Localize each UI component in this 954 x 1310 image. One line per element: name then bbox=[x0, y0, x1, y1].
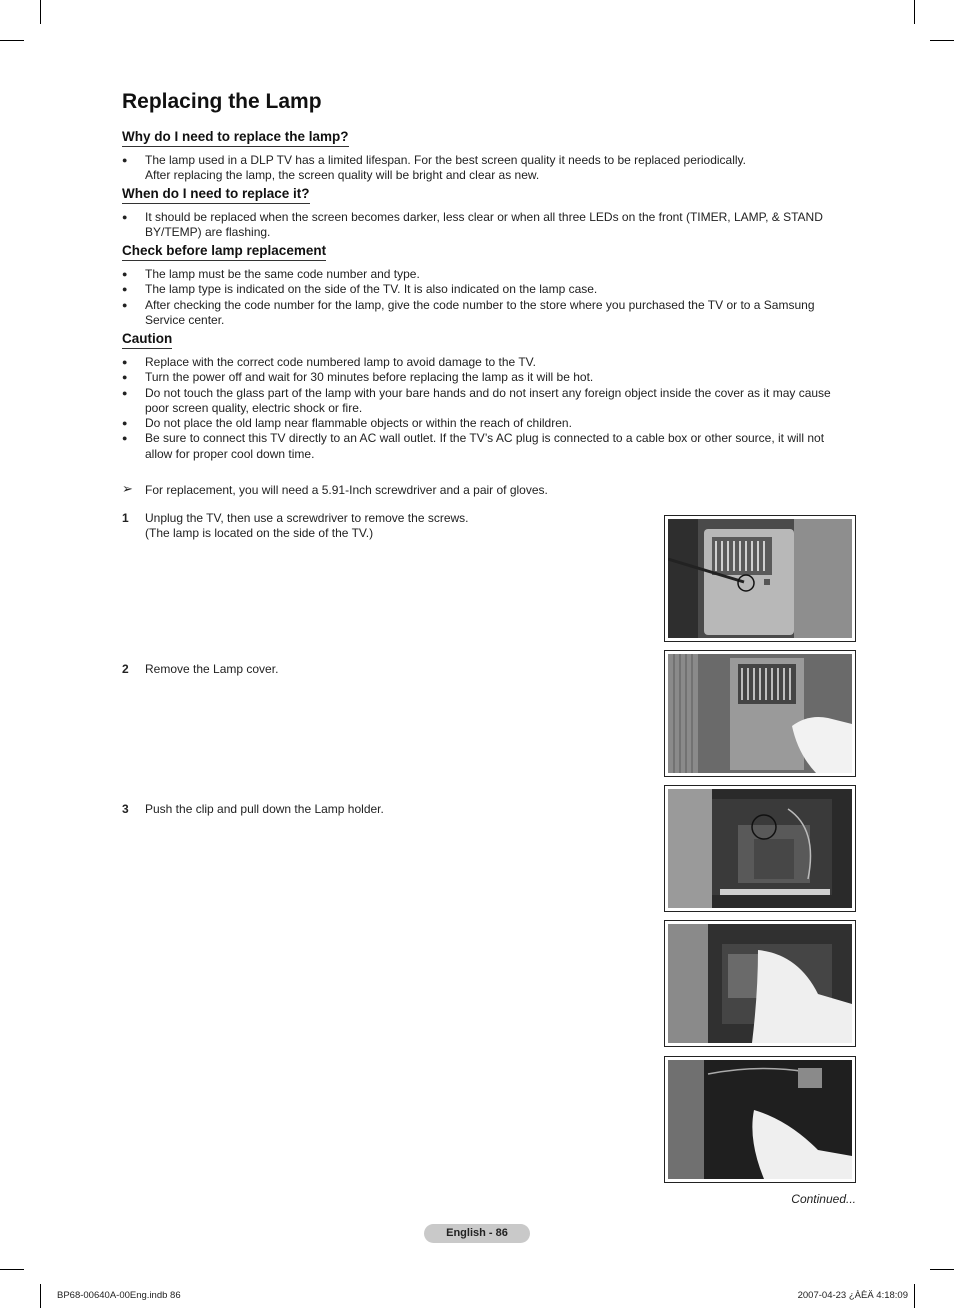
section-heading-when: When do I need to replace it? bbox=[122, 186, 310, 204]
list-item: ● The lamp used in a DLP TV has a limited lifespan. For the best screen quality it needs to be replaced periodically. After replacing the lamp, the screen quality will be bright and clear as new. bbox=[122, 153, 844, 184]
crop-mark bbox=[40, 0, 41, 24]
arrow-note-icon: ➢ bbox=[122, 481, 133, 496]
bullet-list-check bbox=[122, 267, 844, 328]
step-number: 1 bbox=[122, 511, 129, 525]
footer-timestamp: 2007-04-23 ¿ÀÈÄ 4:18:09 bbox=[797, 1290, 908, 1301]
section-heading-check: Check before lamp replacement bbox=[122, 243, 326, 261]
list-item: ● Replace with the correct code numbered lamp to avoid damage to the TV. bbox=[122, 355, 844, 370]
step-2: 2 Remove the Lamp cover. bbox=[122, 662, 279, 676]
bullet-list-when bbox=[122, 210, 844, 241]
crop-mark bbox=[914, 1284, 915, 1308]
section-heading-why: Why do I need to replace the lamp? bbox=[122, 129, 349, 147]
step-number: 2 bbox=[122, 662, 129, 676]
list-item: ● Be sure to connect this TV directly to an AC wall outlet. If the TV’s AC plug is connected to a cable box or other source, it will not allow for proper cool down time. bbox=[122, 431, 844, 462]
footer-file-info: BP68-00640A-00Eng.indb 86 bbox=[57, 1290, 181, 1301]
list-item: ● Do not touch the glass part of the lamp with your bare hands and do not insert any foreign object inside the cover as it may cause poor screen quality, electric shock or fire. bbox=[122, 386, 844, 417]
step-number: 3 bbox=[122, 802, 129, 816]
bullet-list-caution bbox=[122, 355, 844, 462]
photo-lamp-removed bbox=[664, 1056, 856, 1183]
list-item: ● Turn the power off and wait for 30 minutes before replacing the lamp as it will be hot. bbox=[122, 370, 844, 385]
photo-remove-screws bbox=[664, 515, 856, 642]
step-3: 3 Push the clip and pull down the Lamp holder. bbox=[122, 802, 384, 816]
crop-mark bbox=[930, 40, 954, 41]
list-item: ● Do not place the old lamp near flammable objects or within the reach of children. bbox=[122, 416, 844, 431]
list-item: ● It should be replaced when the screen becomes darker, less clear or when all three LEDs on the front (TIMER, LAMP, & STAND BY/TEMP) are flashing. bbox=[122, 210, 844, 241]
note-text: For replacement, you will need a 5.91-Inch screwdriver and a pair of gloves. bbox=[145, 483, 548, 497]
step-1: 1 Unplug the TV, then use a screwdriver to remove the screws. (The lamp is located on the side of the TV.) bbox=[122, 511, 469, 541]
photo-pull-lamp-holder bbox=[664, 920, 856, 1047]
crop-mark bbox=[0, 40, 24, 41]
bullet-list-why bbox=[122, 153, 844, 184]
photo-push-clip bbox=[664, 785, 856, 912]
page-number-badge: English - 86 bbox=[424, 1224, 530, 1243]
photo-remove-lamp-cover bbox=[664, 650, 856, 777]
continued-label: Continued... bbox=[791, 1192, 856, 1206]
list-item: ● The lamp type is indicated on the side of the TV. It is also indicated on the lamp case. bbox=[122, 282, 844, 297]
list-item: ● The lamp must be the same code number and type. bbox=[122, 267, 844, 282]
list-item: ● After checking the code number for the lamp, give the code number to the store where you purchased the TV or to a Samsung Service center. bbox=[122, 298, 844, 329]
page-title: Replacing the Lamp bbox=[122, 90, 322, 113]
crop-mark bbox=[930, 1269, 954, 1270]
crop-mark bbox=[914, 0, 915, 24]
section-heading-caution: Caution bbox=[122, 331, 172, 349]
crop-mark bbox=[40, 1284, 41, 1308]
crop-mark bbox=[0, 1269, 24, 1270]
